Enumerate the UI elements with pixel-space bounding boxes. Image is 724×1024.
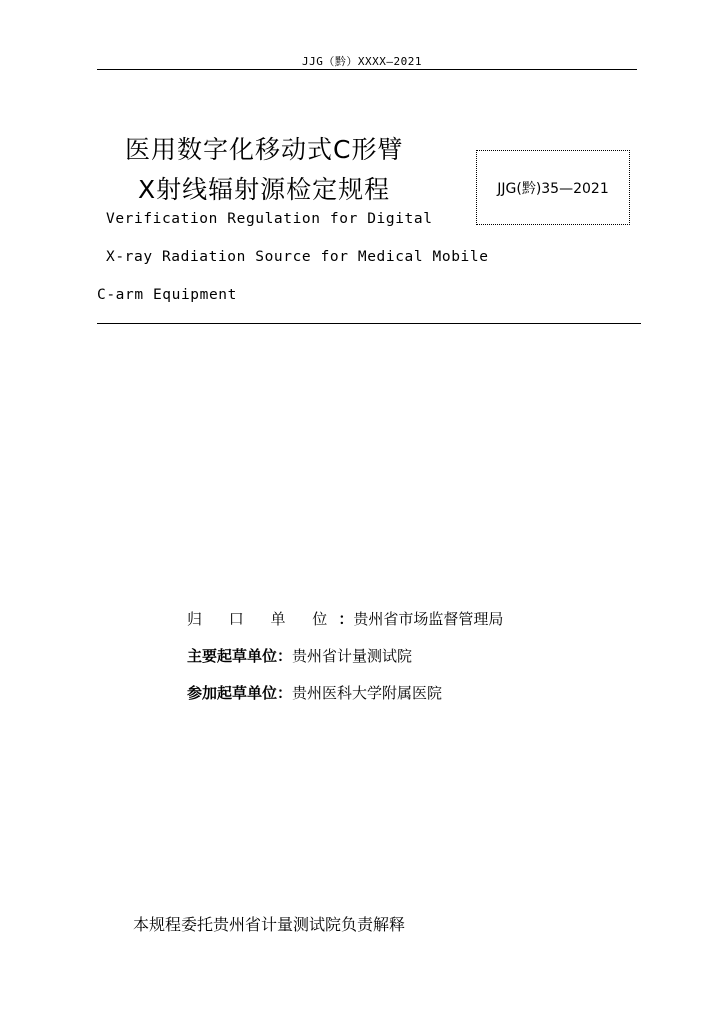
org-separator: ： bbox=[277, 684, 293, 702]
title-en-line-2: X-ray Radiation Source for Medical Mobile bbox=[106, 249, 489, 265]
org-separator: ： bbox=[277, 647, 293, 665]
standard-code: JJG(黔)35—2021 bbox=[497, 180, 609, 197]
title-zh-line-2: X射线辐射源检定规程 bbox=[138, 175, 391, 204]
org-row-participating-drafter bbox=[187, 682, 503, 719]
organization-list bbox=[187, 608, 503, 719]
title-zh-line-1: 医用数字化移动式C形臂 bbox=[125, 135, 404, 164]
running-header: JJG（黔）XXXX—2021 bbox=[302, 55, 422, 68]
footer-note: 本规程委托贵州省计量测试院负责解释 bbox=[133, 915, 406, 934]
org-value: 贵州省计量测试院 bbox=[292, 647, 413, 665]
org-label: 参加起草单位 bbox=[187, 684, 278, 702]
org-separator: ： bbox=[338, 610, 354, 628]
org-row-main-drafter bbox=[187, 645, 503, 682]
standard-code-box bbox=[476, 150, 630, 225]
org-value: 贵州省市场监督管理局 bbox=[353, 610, 504, 628]
org-label: 主要起草单位 bbox=[187, 647, 278, 665]
title-en-line-1: Verification Regulation for Digital bbox=[106, 211, 433, 227]
title-en-line-3: C-arm Equipment bbox=[97, 287, 237, 303]
org-label: 归 口 单 位 bbox=[187, 610, 339, 628]
title-rule bbox=[97, 323, 641, 324]
org-value: 贵州医科大学附属医院 bbox=[292, 684, 443, 702]
header-rule bbox=[97, 69, 637, 70]
org-row-responsible bbox=[187, 608, 503, 645]
